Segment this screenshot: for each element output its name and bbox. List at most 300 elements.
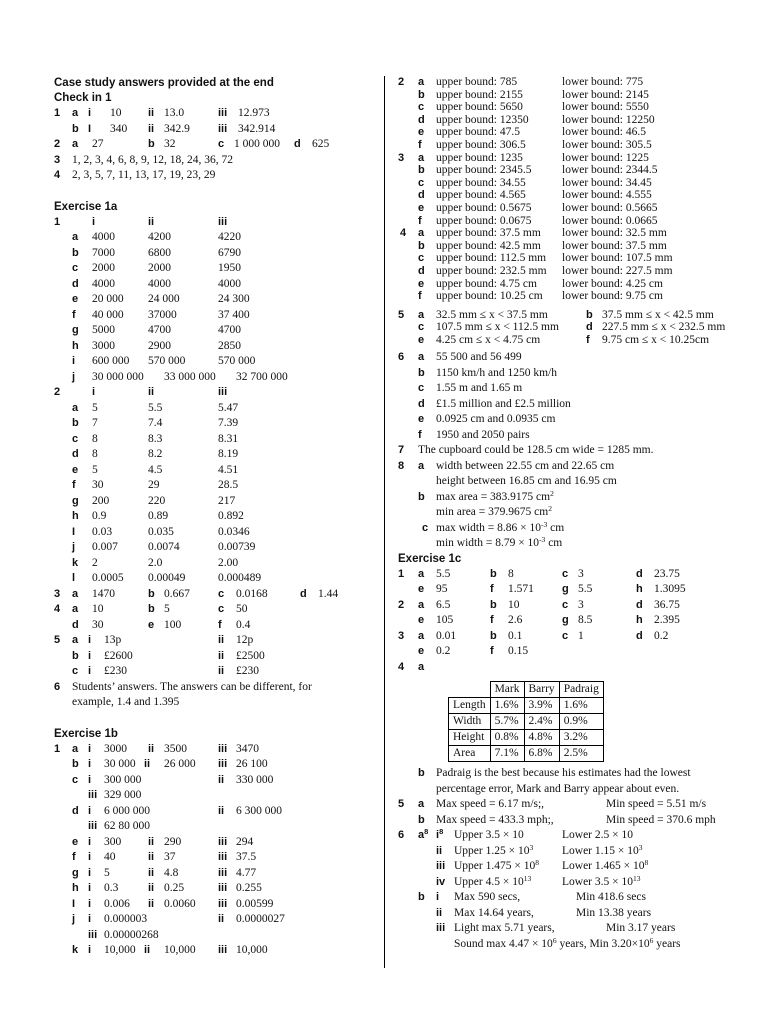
answer-row [54, 261, 379, 277]
answer-text: 32 [164, 138, 176, 150]
section-heading: Exercise 1b [54, 727, 118, 740]
answer-text: 6790 [218, 246, 241, 259]
answer-text-cont: cm [547, 521, 565, 534]
answer-text: 3000 [92, 339, 115, 352]
answer-row [54, 928, 379, 944]
answer-text-cont: cm [545, 537, 563, 550]
answer-row [398, 126, 758, 139]
answer-text: Min speed = 370.6 mph [606, 813, 716, 826]
answer-text: 37000 [148, 308, 177, 321]
answer-row [54, 556, 379, 572]
answer-text: 37.5 mm ≤ x < 42.5 mm [602, 308, 714, 321]
answer-row [398, 859, 758, 875]
question-label: i [88, 866, 92, 879]
answer-text: 0.035 [148, 525, 174, 538]
question-label: h [636, 614, 643, 627]
answer-row [54, 478, 379, 494]
answer-text: 6 000 000 [104, 804, 150, 817]
question-label: g [72, 866, 79, 879]
answer-text: 105 [436, 614, 454, 627]
answer-row [398, 278, 758, 291]
answer-text: 4000 [92, 277, 115, 290]
answer-row [398, 76, 758, 89]
answer-text: 1.44 [318, 587, 339, 600]
answer-text: 27 [92, 138, 104, 150]
question-label: ii [148, 122, 155, 135]
answer-text: 10 [110, 107, 122, 119]
question-label: e [418, 583, 425, 596]
answer-row [398, 629, 758, 645]
answer-text: 5 [92, 463, 98, 476]
table-row [449, 730, 604, 746]
question-label: iii [88, 789, 98, 801]
answer-row [54, 649, 379, 665]
answer-row [54, 416, 379, 432]
question-label: f [490, 645, 494, 658]
answer-text: upper bound: 1235 [436, 151, 523, 164]
answer-text: 0.0060 [164, 897, 196, 910]
answer-text: 330 000 [236, 773, 274, 786]
question-label: b [418, 891, 425, 904]
question-label: i [92, 386, 96, 398]
question-label: iii [218, 107, 228, 119]
question-label: ii [218, 649, 225, 662]
question-label: f [72, 851, 76, 863]
answer-row [54, 339, 379, 355]
answer-text: 2.395 [654, 614, 680, 627]
question-label: c [72, 773, 79, 786]
question-label: c [422, 521, 429, 534]
answer-text: Max 14.64 years, [454, 906, 534, 919]
answer-row [54, 277, 379, 293]
answer-text: 0.2 [654, 629, 669, 642]
answer-text: 4.5 [148, 463, 163, 476]
question-label: iii [436, 860, 446, 873]
question-label: 2 [54, 138, 61, 150]
answer-text: 3000 [104, 742, 127, 755]
answer-text: 62 80 000 [104, 820, 150, 832]
table-cell: Height [449, 730, 491, 746]
answer-text: 3 [578, 598, 584, 611]
answer-text: 2.6 [508, 614, 523, 627]
answer-row [398, 582, 758, 598]
answer-text: min area = 379.9675 $cm^2$ [436, 504, 552, 519]
answer-text: £1.5 million and £2.5 million [436, 397, 571, 410]
question-label: b [418, 490, 425, 503]
answer-row [398, 644, 758, 660]
answer-text: 0.01 [436, 629, 457, 642]
question-label: 6 [398, 351, 405, 364]
question-label: d [300, 587, 307, 600]
question-label: b [418, 767, 425, 780]
answer-text-cont: years [653, 937, 681, 950]
answer-text: 33 000 000 [164, 370, 216, 383]
answer-text: 8.3 [148, 432, 163, 445]
question-label: i [88, 835, 92, 848]
answer-row [54, 866, 379, 882]
answer-text: 12.973 [238, 107, 270, 119]
answer-text: 7000 [92, 246, 115, 259]
question-label: b [72, 122, 79, 135]
table-cell: 2.5% [559, 746, 603, 762]
table-cell: Area [449, 746, 491, 762]
answer-text: 7.4 [148, 417, 163, 429]
question-label: g [72, 324, 79, 336]
answer-text: 2900 [148, 339, 171, 352]
answer-text: 0.000003 [104, 913, 148, 925]
answer-text: 0.0168 [236, 587, 268, 600]
answer-text: 4.77 [236, 866, 257, 879]
question-label: d [418, 397, 425, 410]
question-label: c [562, 629, 569, 642]
answer-text: 4220 [218, 231, 241, 243]
answer-text: 2 [92, 556, 98, 569]
question-label: 1 [54, 742, 61, 755]
answer-text: width between 22.55 cm and 22.65 cm [436, 459, 615, 472]
answer-row [398, 813, 758, 829]
answer-row [54, 447, 379, 463]
answer-text: lower bound: 46.5 [562, 126, 647, 139]
answer-text: 3 [578, 567, 584, 580]
answer-row [398, 252, 758, 265]
answer-text: 4000 [148, 277, 171, 290]
answer-row [54, 773, 379, 789]
question-label: c [418, 252, 425, 265]
answer-row [398, 428, 758, 444]
table-cell: 0.8% [490, 730, 524, 746]
answer-text: 8.5 [578, 614, 593, 627]
answer-text: 5000 [92, 324, 115, 336]
answer-text: 0.667 [164, 587, 190, 600]
question-label: i [88, 742, 92, 755]
answer-text: The cupboard could be 128.5 cm wide = 1285 mm. [418, 444, 654, 457]
answer-text: upper bound: 37.5 mm [436, 227, 541, 240]
answer-text: 12p [236, 634, 254, 646]
question-label: f [418, 138, 422, 151]
question-label: g [562, 583, 569, 596]
table-cell: Length [449, 698, 491, 714]
answer-text: lower bound: 107.5 mm [562, 252, 673, 265]
answer-text: 95 [436, 583, 448, 596]
estimate-error-table [448, 681, 604, 762]
answer-text: 1.3095 [654, 583, 686, 596]
answer-row [398, 139, 758, 152]
answer-row [398, 490, 758, 506]
question-label: ii [144, 944, 151, 956]
answer-text: 220 [148, 494, 166, 507]
answer-text: 10,000 [164, 944, 196, 956]
answer-text: upper bound: 5650 [436, 101, 523, 114]
answer-text: 8 [92, 432, 98, 445]
question-label: c [562, 567, 569, 580]
answer-text: 0.2 [436, 645, 451, 658]
answer-text: 26 000 [164, 758, 196, 770]
answer-text: upper bound: 42.5 mm [436, 239, 541, 252]
superscript: -3 [540, 519, 548, 529]
answer-text: Max 590 secs, [454, 891, 521, 904]
answer-text: 6 300 000 [236, 804, 282, 817]
question-label: h [72, 339, 79, 352]
question-label: 4 [54, 169, 61, 181]
answer-row [54, 122, 379, 138]
question-label: 6 [54, 680, 61, 693]
question-label: iii [218, 882, 228, 894]
answer-text: 2.0 [148, 556, 163, 569]
question-label: 5 [54, 634, 61, 646]
column-divider [384, 76, 385, 968]
superscript: 3 [529, 842, 534, 852]
question-label: a [72, 138, 79, 150]
question-label: 1 [54, 215, 61, 228]
answer-text: £2500 [236, 649, 265, 662]
answer-text: 20 000 [92, 293, 124, 305]
answer-text: 4.25 cm ≤ x < 4.75 cm [436, 333, 541, 346]
answer-row [398, 937, 758, 953]
table-cell: 3.2% [559, 730, 603, 746]
question-label: h [72, 510, 79, 522]
answer-row [54, 742, 379, 758]
answer-text: 55 500 and 56 499 [436, 351, 522, 364]
answer-text: lower bound: 2344.5 [562, 164, 658, 177]
answer-text: lower bound: 4.555 [562, 189, 652, 202]
question-label: 8 [398, 459, 405, 472]
question-label: i [88, 913, 92, 925]
question-label: $a^8$ [418, 827, 429, 842]
question-label: i [88, 851, 92, 863]
answer-row [54, 897, 379, 913]
answer-text: upper bound: 12350 [436, 113, 529, 126]
question-label: b [490, 598, 497, 611]
answer-text: Upper $1.475 \times 10^8$ [454, 858, 539, 873]
answer-text: 6.5 [436, 598, 451, 611]
answer-row [54, 401, 379, 417]
answer-text: 0.1 [508, 629, 523, 642]
answer-row [398, 334, 758, 347]
question-label: e [72, 293, 79, 305]
answer-text: 5 [92, 401, 98, 414]
answer-row [54, 881, 379, 897]
table-header-cell: Mark [490, 682, 524, 698]
answer-text: upper bound: 306.5 [436, 138, 526, 151]
answer-text: 1.55 m and 1.65 m [436, 382, 523, 395]
answer-text: 36.75 [654, 598, 680, 611]
question-label: 1 [398, 567, 405, 580]
answer-text: upper bound: 4.75 cm [436, 277, 537, 290]
answer-row [54, 525, 379, 541]
question-label: e [418, 645, 425, 658]
answer-text: example, 1.4 and 1.395 [72, 696, 180, 708]
answer-text: 1 000 000 [234, 138, 280, 150]
answer-text: Max speed = 6.17 m/s;, [436, 798, 545, 811]
question-label: c [72, 432, 79, 445]
question-label: i [88, 773, 92, 786]
answer-text: 0.0000027 [236, 913, 285, 925]
answer-row [54, 943, 379, 959]
answer-text: 8.31 [218, 432, 239, 445]
answer-text: 4.51 [218, 463, 239, 476]
answer-text: max area = 383.9175 $cm^2$ [436, 488, 554, 503]
question-label: ii [436, 906, 443, 919]
question-label: a [418, 798, 425, 811]
answer-text: 5 [164, 603, 170, 615]
question-label: 4 [400, 227, 407, 240]
answer-row [398, 828, 758, 844]
question-label: iii [218, 758, 228, 770]
answer-text: 0.000489 [218, 572, 262, 584]
answer-text: 32 700 000 [236, 370, 288, 383]
question-label: b [418, 88, 425, 101]
question-label: f [418, 428, 422, 441]
question-label: iii [88, 928, 98, 941]
question-label: iii [218, 742, 228, 755]
question-label: b [72, 246, 79, 259]
question-label: i [88, 665, 92, 677]
answer-text: 10 [92, 603, 104, 615]
answer-text: 10,000 [104, 944, 136, 956]
question-label: ii [218, 634, 225, 646]
answer-text: lower bound: 32.5 mm [562, 227, 667, 240]
answer-text: 4200 [148, 231, 171, 243]
question-label: a [72, 107, 79, 119]
answer-row [398, 921, 758, 937]
answer-text: 13.0 [164, 107, 185, 119]
answer-text: 200 [92, 494, 110, 507]
answer-text: 8.19 [218, 448, 239, 460]
answer-text: upper bound: 0.0675 [436, 214, 532, 227]
answer-text: lower bound: 34.45 [562, 176, 652, 189]
answer-row [398, 350, 758, 366]
table-cell: 1.6% [490, 698, 524, 714]
answer-text: 0.007 [92, 541, 118, 553]
question-label: e [418, 277, 425, 290]
question-label: b [72, 758, 79, 770]
answer-text: min width = $8.79 \times 10^{-3}$ cm [436, 535, 563, 550]
answer-row [54, 912, 379, 928]
answer-text: 0.3 [104, 882, 119, 894]
question-label: f [418, 214, 422, 227]
answer-text: 7 [92, 417, 98, 429]
answer-row [54, 633, 379, 649]
answer-text: 0.03 [92, 525, 113, 538]
question-label: f [586, 333, 590, 346]
question-label: b [72, 649, 79, 662]
answer-text: 227.5 mm ≤ x < 232.5 mm [602, 321, 726, 334]
answer-text: Upper $1.25 \times 10^3$ [454, 842, 534, 857]
answer-text: 37 [164, 851, 176, 863]
answer-text: 0.0005 [92, 572, 124, 584]
answer-text: 4000 [92, 231, 115, 243]
answer-row [54, 835, 379, 851]
answer-text: lower bound: 5550 [562, 101, 649, 114]
table-cell: 4.8% [524, 730, 559, 746]
answer-row [398, 443, 758, 459]
answer-row [398, 177, 758, 190]
answer-text: Lower $3.5 \times 10^{13}$ [562, 873, 641, 888]
answer-text: £230 [104, 665, 127, 677]
question-label: g [72, 494, 79, 507]
question-label: d [586, 321, 593, 334]
answer-text: lower bound: 1225 [562, 151, 649, 164]
answer-text-cont: years, Min 3.20×10 [556, 937, 650, 950]
answer-row [398, 660, 758, 676]
question-label: ii [218, 913, 225, 925]
table-header-cell: Padraig [559, 682, 603, 698]
question-label: h [72, 882, 79, 894]
answer-text: upper bound: 0.5675 [436, 201, 532, 214]
answer-text: 1, 2, 3, 4, 6, 8, 9, 12, 18, 24, 36, 72 [72, 153, 233, 166]
table-header-cell [449, 682, 491, 698]
answer-row [398, 474, 758, 490]
question-label: e [418, 201, 425, 214]
answer-text: lower bound: 2145 [562, 88, 649, 101]
answer-text: 5.5 [436, 567, 451, 580]
answer-row [398, 215, 758, 228]
answer-text: Light max 5.71 years, [454, 922, 555, 935]
answer-text: 28.5 [218, 479, 239, 491]
answer-text: 100 [164, 618, 182, 631]
question-label: a [418, 151, 425, 164]
table-cell: 6.8% [524, 746, 559, 762]
answer-text: 0.4 [236, 618, 251, 631]
answer-row [54, 571, 379, 587]
question-label: f [490, 614, 494, 627]
superscript: 2 [550, 488, 554, 498]
answer-row [398, 459, 758, 475]
question-label: i [88, 758, 92, 770]
question-label: a [72, 742, 79, 755]
question-label: l [72, 572, 76, 584]
answer-text: 13p [104, 634, 122, 646]
answer-row [54, 370, 379, 386]
table-cell: 1.6% [559, 698, 603, 714]
question-label: f [490, 583, 494, 596]
question-label: k [72, 556, 79, 569]
answer-text: 2000 [92, 262, 115, 274]
question-label: 7 [398, 444, 405, 457]
answer-row [398, 202, 758, 215]
question-label: i [436, 891, 440, 904]
answer-row [398, 290, 758, 303]
answer-text: 300 000 [104, 773, 142, 786]
question-label: a [418, 308, 425, 321]
answer-text: Sound $\max 4.47 \times 10^6$ years, Min $3.20\times 10^6$ years [454, 935, 681, 950]
question-label: 2 [398, 598, 405, 611]
table-row [449, 746, 604, 762]
question-label: k [72, 944, 79, 956]
answer-row [54, 664, 379, 680]
answer-text: 10 [508, 598, 520, 611]
question-label: f [418, 290, 422, 303]
answer-text: 342.9 [164, 122, 190, 135]
question-label: d [418, 113, 425, 126]
answer-row [54, 323, 379, 339]
answer-text: upper bound: 10.25 cm [436, 290, 543, 303]
answer-text: 40 000 [92, 308, 124, 321]
superscript: 13 [633, 873, 641, 883]
answer-text: 300 [104, 835, 122, 848]
answer-text: Min speed = 5.51 m/s [606, 798, 707, 811]
question-label: i [72, 355, 76, 367]
superscript: 8 [424, 827, 429, 837]
answer-text: 570 000 [218, 355, 256, 367]
question-label: a [72, 401, 79, 414]
question-label: iii [218, 122, 228, 135]
answer-text: 2.00 [218, 556, 239, 569]
question-label: 5 [398, 798, 405, 811]
question-label: d [72, 618, 79, 631]
question-label: a [418, 598, 425, 611]
question-label: iii [218, 386, 228, 398]
